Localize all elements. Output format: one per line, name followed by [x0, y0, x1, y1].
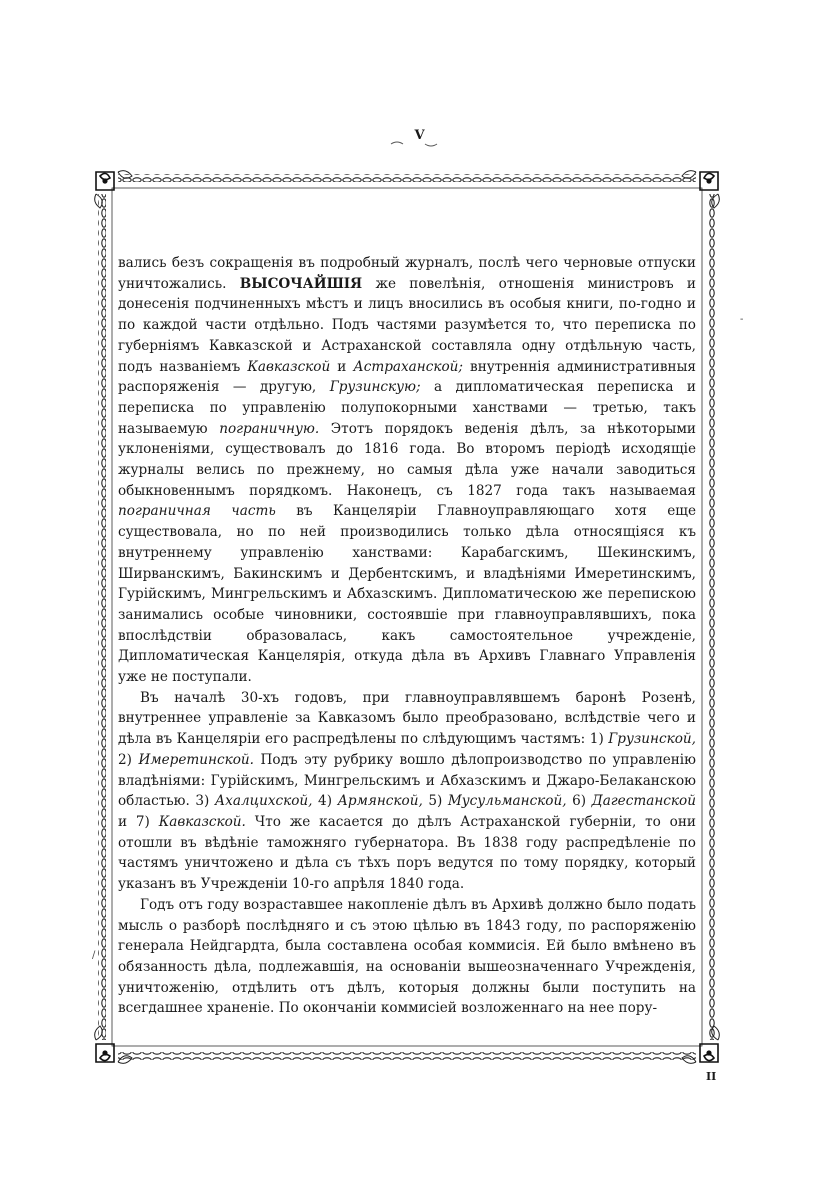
text-run: Этотъ порядокъ веденія дѣлъ, за нѣкоторыми уклоненіями, существовалъ до 1816 года. Во второмъ періодѣ исходящіе журналы велись по прежнему, но самыя дѣла уже начали заводиться обыкновеннымъ порядкомъ. Наконецъ, съ 1827 года такъ называемая [118, 420, 696, 499]
text-run: Подъ эту рубрику вошло дѣлопроизводство по управленію владѣніями: Гурійскимъ, Мингрельскимъ и Абхазскимъ и Джаро-Белаканскою областью. 3) [118, 751, 696, 810]
text-run: и 7) [118, 813, 159, 830]
text-run: 6) [566, 793, 592, 810]
italic-term: Армянской, [337, 793, 423, 810]
italic-term: Дагестанской [591, 793, 696, 810]
text-body [118, 253, 696, 1019]
text-run: 2) [118, 751, 139, 768]
text-run: 5) [422, 793, 448, 810]
text-run: вались безъ сокращенія въ подробный журналъ, послѣ чего черновые отпуски уничтожались. [118, 255, 696, 292]
ornament-icon [389, 140, 439, 148]
text-run: Что же касается до дѣлъ Астраханской губерніи, то они отошли въ вѣдѣніе таможняго губернатора. Въ 1838 году распредѣленіе по частямъ уничтожено и дѣла съ тѣхъ поръ ведутся по тому порядку, который указанъ въ Учрежденіи 10-го апрѣля 1840 года. [118, 813, 696, 893]
paragraph-2 [118, 688, 696, 895]
italic-term: Грузинской, [608, 731, 696, 748]
paragraph-1 [118, 253, 696, 688]
margin-mark-icon: / [92, 950, 96, 961]
italic-term: пограничная часть [118, 503, 276, 520]
margin-mark-icon: - [740, 314, 744, 325]
text-run: Въ началѣ 30-хъ годовъ, при главноуправлявшемъ баронѣ Розенѣ, внутреннее управленіе за Кавказомъ было преобразовано, вслѣдствіе чего и дѣла въ Канцеляріи его распредѣлены по слѣдующимъ частямъ: 1) [118, 689, 696, 748]
text-run: и [330, 358, 354, 375]
text-run: внутреннія административныя распоряженія — другую, [118, 358, 696, 396]
italic-term: Астраханской; [353, 358, 463, 375]
italic-term: Грузинскую; [329, 379, 421, 396]
paragraph-3 [118, 895, 696, 1019]
italic-term: Мусульманской, [447, 793, 567, 810]
bold-term: ВЫСОЧАЙШІЯ [239, 275, 363, 292]
italic-term: Кавказской [247, 358, 331, 375]
text-run: 4) [312, 793, 338, 810]
italic-term: Ахалцихской, [214, 793, 313, 810]
text-run: Годъ отъ году возраставшее накопленіе дѣлъ въ Архивѣ должно было подать мысль о разборѣ послѣдняго и съ этою цѣлью въ 1843 году, по распоряженію генерала Нейдгардта, была составлена особая коммисія. Ей было вмѣнено въ обязанность дѣла, подлежавшія, на основаніи вышеозначеннаго Учрежденія, уничтоженію, отдѣлить отъ дѣлъ, которыя должны были поступить на всегдашнее храненіе. По окончаніи коммисіей возложеннаго на нее пору- [118, 896, 696, 1017]
signature-mark: II [706, 1070, 717, 1083]
italic-term: Имеретинской. [138, 751, 254, 768]
italic-term: пограничную. [219, 420, 320, 437]
text-run: а дипломатическая переписка и переписка по управленію полупокорными ханствами — третью, такъ называемую [118, 379, 696, 437]
italic-term: Кавказской. [158, 813, 246, 830]
text-run: же повелѣнія, отношенія министровъ и донесенія подчиненныхъ мѣстъ и лицъ вносились въ особыя книги, по-годно и по каждой части отдѣльно. Подъ частями разумѣется то, что переписка по губерніямъ Кавказской и Астраханской составляла одну отдѣльную часть, подъ названіемъ [118, 275, 696, 375]
text-run: въ Канцеляріи Главноуправляющаго хотя еще существовала, но по ней производились только дѣла относящіяся къ внутреннему управленію ханствами: Карабагскимъ, Шекинскимъ, Ширванскимъ, Бакинскимъ и Дербентскимъ, и владѣніями Имеретинскимъ, Гурійскимъ, Мингрельскимъ и Абхазскимъ. Дипломатическою же перепискою занимались особые чиновники, состоявшіе при главноуправлявшихъ, пока впослѣдствіи образовалась, какъ самостоятельное учрежденіе, Дипломатическая Канцелярія, откуда дѣла въ Архивъ Главнаго Управленія уже не поступали. [118, 503, 696, 686]
page-number: V [414, 128, 426, 143]
